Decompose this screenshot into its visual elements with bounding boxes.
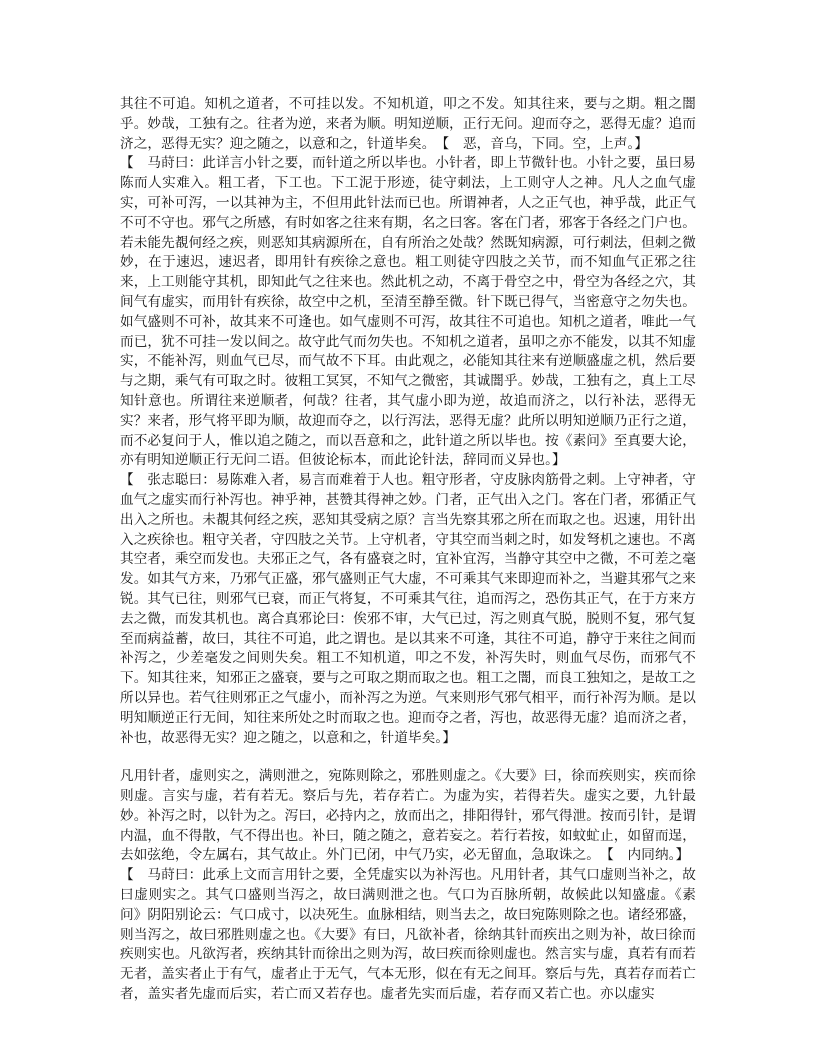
commentary-paragraph-zhang-zhicong: 【 张志聪曰：易陈难入者，易言而难着于人也。粗守形者，守皮脉肉筋骨之刺。上守神者，守血气之虚实而行补泻也。神乎神，甚赞其得神之妙。门者，正气出入之门。客在门者，邪循正气出入之所也。未覩其何经之疾，恶知其受病之原？言当先察其邪之所在而取之也。迟速，用针出入之疾徐也。粗守关者，守四肢之关节。上守机者，守其空而当刺之时，如发弩机之速也。不离其空者，乘空而发也。夫邪正之气，各有盛衰之时，宜补宜泻，当静守其空中之微，不可差之毫发。如其气方来，乃邪气正盛，邪气盛则正气大虚，不可乘其气来即迎而补之，当避其邪气之来锐。其气已往，则邪气已衰，而正气将复，不可乘其气往，追而泻之，恐伤其正气，在于方来方去之微，而发其机也。离合真邪论曰：俟邪不审，大气已过，泻之则真气脱，脱则不复，邪气复至而病益蓄，故曰，其往不可追，此之谓也。是以其来不可逢，其往不可追，静守于来往之间而补泻之，少差毫发之间则失矣。粗工不知机道，叩之不发，补泻失时，则血气尽伤，而邪气不下。知其往来，知邪正之盛衰，要与之可取之期而取之也。粗工之闇，而良工独知之，是故工之所以异也。若气往则邪正之气虚小，而补泻之为逆。气来则形气邪气相平，而行补泻为顺。是以明知顺逆正行无间，知往来所处之时而取之也。迎而夺之者，泻也，故恶得无虚？追而济之者，补也，故恶得无实？迎之随之，以意和之，针道毕矣。】 [120, 472, 696, 746]
commentary-paragraph-ma-shi: 【 马莳曰：此详言小针之要，而针道之所以毕也。小针者，即上节微针也。小针之要，虽曰易陈而人实难入。粗工者，下工也。下工泥于形迹，徒守刺法，上工则守人之神。凡人之血气虚实，可补可泻，一以其神为主，不但用此针法而已也。所谓神者，人之正气也，神乎哉，此正气不可不守也。邪气之所感，有时如客之往来有期，名之曰客。客在门者，邪客于各经之门户也。若未能先覩何经之疾，则恶知其病源所在，自有所治之处哉？然既知病源，可行刺法，但刺之微妙，在于速迟，速迟者，即用针有疾徐之意也。粗工则徒守四肢之关节，而不知血气正邪之往来，上工则能守其机，即知此气之往来也。然此机之动，不离于骨空之中，骨空为各经之穴，其间气有虚实，而用针有疾徐，故空中之机，至清至静至微。针下既已得气，当密意守之勿失也。如气盛则不可补，故其来不可逢也。如气虚则不可泻，故其往不可追也。知机之道者，唯此一气而已，犹不可挂一发以间之。故守此气而勿失也。不知机之道者，虽叩之亦不能发，以其不知虚实，不能补泻，则血气已尽，而气故不下耳。由此观之，必能知其往来有逆顺盛虚之机，然后要与之期，乘气有可取之时。彼粗工冥冥，不知气之微密，其诚闇乎。妙哉，工独有之，真上工尽知针意也。所谓往来逆顺者，何哉？往者，其气虚小即为逆，故追而济之，以行补法，恶得无实？来者，形气将平即为顺，故迎而夺之，以行泻法，恶得无虚？此所以明知逆顺乃正行之道，而不必复问于人，惟以追之随之，而以吾意和之，此针道之所以毕也。按《素问》至真要大论，亦有明知逆顺正行无问二语。但彼论标本，而此论针法，辞同而义异也。】 [120, 155, 696, 469]
main-text-paragraph: 凡用针者，虚则实之，满则泄之，宛陈则除之，邪胜则虚之。《大要》曰，徐而疾则实，疾而徐则虚。言实与虚，若有若无。察后与先，若存若亡。为虚为实，若得若失。虚实之要，九针最妙。补泻之时，以针为之。泻曰，必持内之，放而出之，排阳得针，邪气得泄。按而引针，是谓内温，血不得散，气不得出也。补曰，随之随之，意若妄之。若行若按，如蚊虻止，如留而逞，去如弦绝，令左属右，其气故止。外门已闭，中气乃实，必无留血，急取诛之。 【 内同纳。】 [120, 768, 696, 864]
commentary-paragraph-ma-shi: 【 马莳曰：此承上文而言用针之要，全凭虚实以为补泻也。凡用针者，其气口虚则当补之，故曰虚则实之。其气口盛则当泻之，故曰满则泄之也。气口为百脉所朝，故候此以知盛虚。《素问》阴阳别论云：气口成寸，以决死生。血脉相结，则当去之，故曰宛陈则除之也。诸经邪盛，则当泻之，故曰邪胜则虚之也。《大要》有曰，凡欲补者，徐纳其针而疾出之则为补，故曰徐而疾则实也。凡欲泻者，疾纳其针而徐出之则为泻，故曰疾而徐则虚也。然言实与虚，真若有而若无者，盖实者止于有气，虚者止于无气，气本无形，似在有无之间耳。察后与先，真若存而若亡者，盖实者先虚而后实，若亡而又若存也。虚者先实而后虚，若存而又若亡也。亦以虚实 [120, 867, 696, 1003]
main-text-paragraph: 其往不可追。知机之道者，不可挂以发。不知机道，叩之不发。知其往来，要与之期。粗之闇乎。妙哉，工独有之。往者为逆，来者为顺。明知逆顺，正行无问。迎而夺之，恶得无虚？追而济之，恶得无实？迎之随之，以意和之，针道毕矣。 【 恶，音乌，下同。空，上声。】 [120, 96, 696, 152]
document-page [120, 95, 696, 1005]
paragraph-spacer [120, 748, 696, 767]
